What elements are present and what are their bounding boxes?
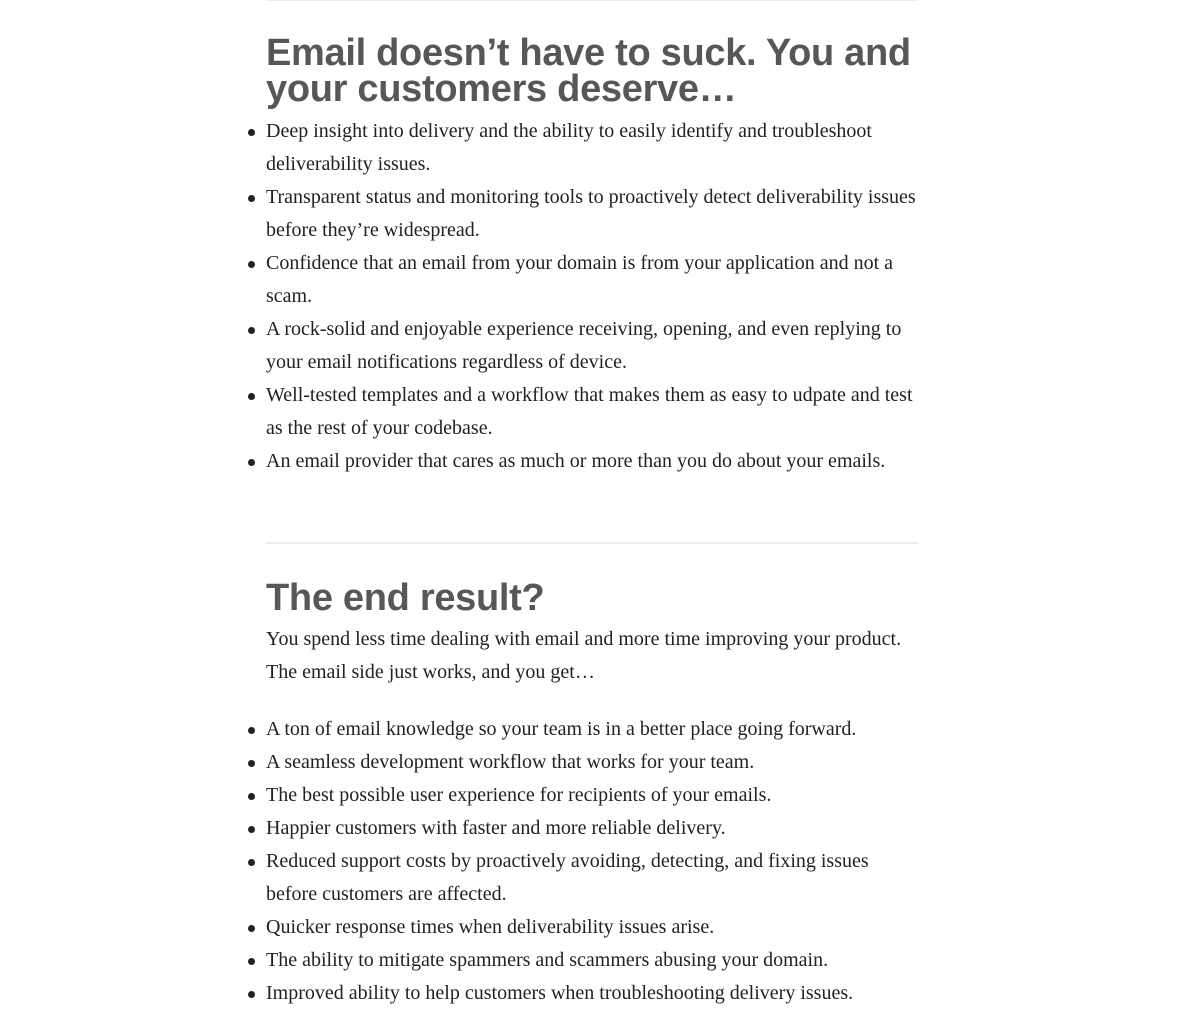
- result-list: [266, 713, 920, 1010]
- result-intro: You spend less time dealing with email and more time improving your product. The email side just works, and you get…: [266, 628, 902, 683]
- deserve-list-item: Well-tested templates and a workflow that makes them as easy to udpate and test as the rest of your codebase.: [266, 379, 918, 445]
- result-heading: The end result?: [266, 577, 545, 619]
- result-list-item: Happier customers with faster and more reliable delivery.: [266, 812, 920, 845]
- deserve-list-item: A rock-solid and enjoyable experience receiving, opening, and even replying to your email notifications regardless of device.: [266, 313, 918, 379]
- section-divider: [266, 542, 918, 544]
- result-list-item: The ability to mitigate spammers and scammers abusing your domain.: [266, 944, 920, 977]
- result-list-item: A seamless development workflow that works for your team.: [266, 746, 920, 779]
- result-list-item: The best possible user experience for recipients of your emails.: [266, 779, 920, 812]
- result-list-item: Quicker response times when deliverability issues arise.: [266, 911, 920, 944]
- result-list-item: Improved ability to help customers when troubleshooting delivery issues.: [266, 977, 920, 1010]
- result-list-item: Reduced support costs by proactively avoiding, detecting, and fixing issues before customers are affected.: [266, 845, 920, 911]
- section-divider-top: [266, 0, 918, 1]
- deserve-list-item: An email provider that cares as much or more than you do about your emails.: [266, 445, 918, 478]
- result-list-item: A ton of email knowledge so your team is in a better place going forward.: [266, 713, 920, 746]
- deserve-list-item: Deep insight into delivery and the ability to easily identify and troubleshoot deliverability issues.: [266, 115, 918, 181]
- deserve-heading: Email doesn’t have to suck. You and your customers deserve…: [266, 32, 911, 110]
- deserve-list: [266, 115, 918, 478]
- deserve-list-item: Transparent status and monitoring tools to proactively detect deliverability issues before they’re widespread.: [266, 181, 918, 247]
- deserve-list-item: Confidence that an email from your domain is from your application and not a scam.: [266, 247, 918, 313]
